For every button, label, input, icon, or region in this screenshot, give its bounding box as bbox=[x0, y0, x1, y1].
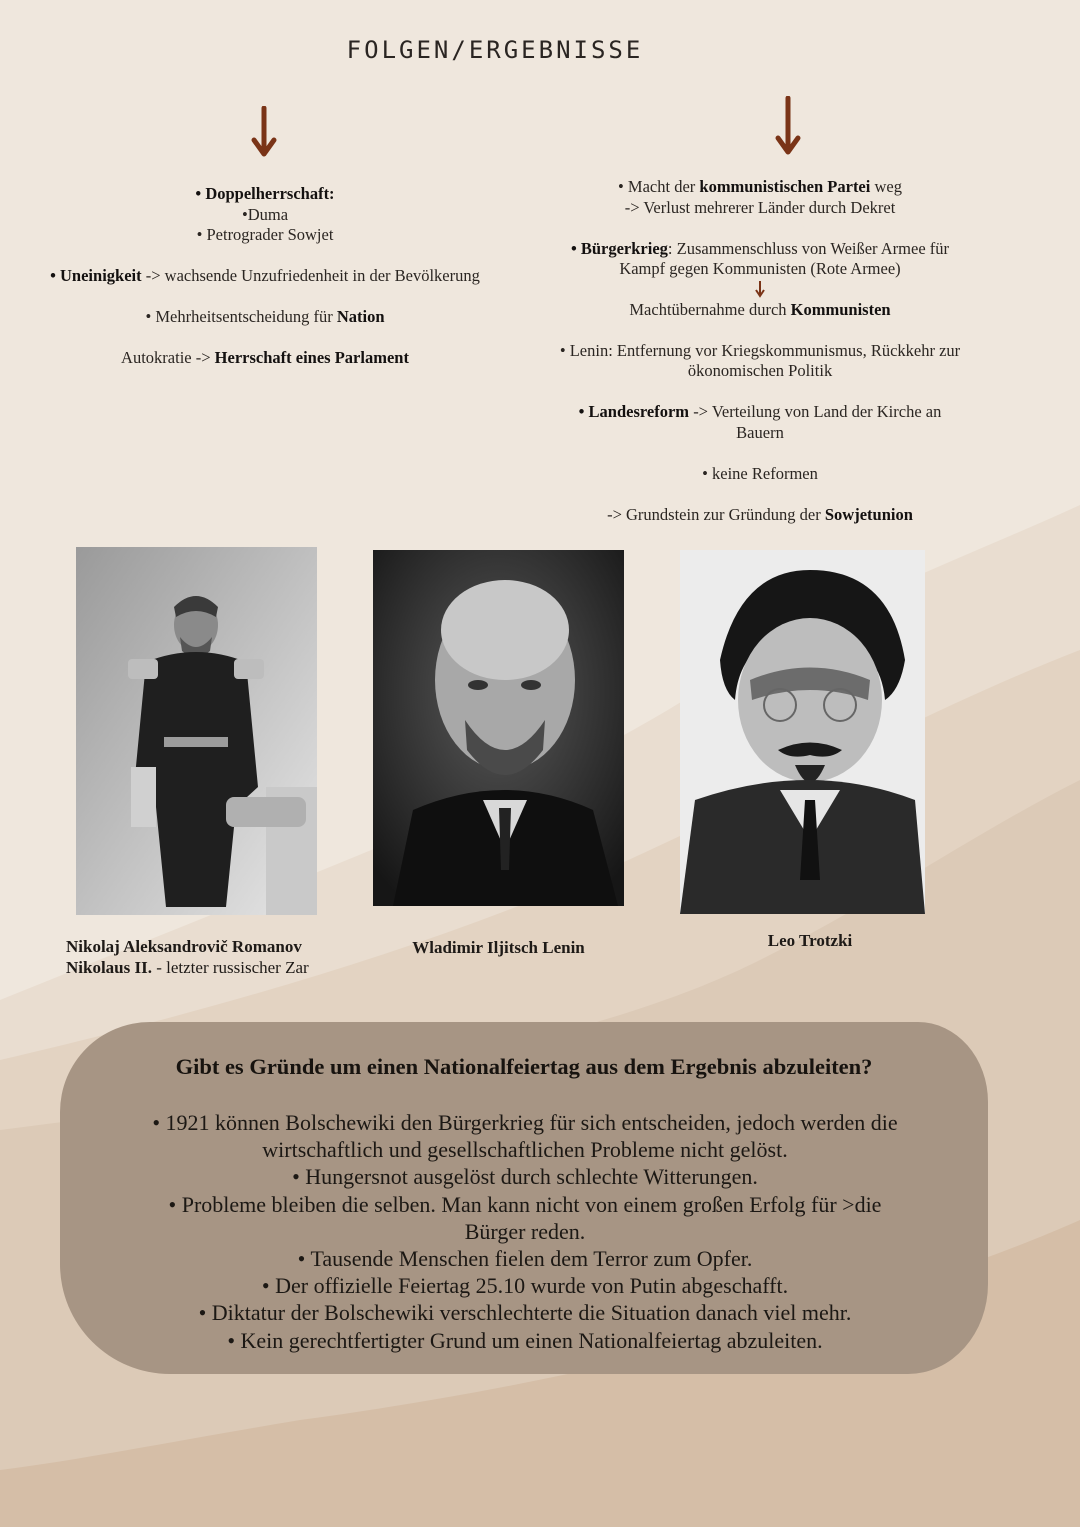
portrait-trotzki bbox=[680, 550, 925, 914]
caption-nikolaus-name: Nikolaj Aleksandrovič Romanov bbox=[66, 937, 302, 956]
sowjet-item: • Petrograder Sowjet bbox=[196, 225, 334, 244]
answer-item-3-line2: Bürger reden. bbox=[464, 1218, 586, 1244]
landesreform-line2: Bauern bbox=[736, 422, 784, 442]
doppelherrschaft-heading: • Doppelherrschaft: bbox=[195, 184, 335, 203]
page-title: FOLGEN/ERGEBNISSE bbox=[346, 36, 644, 64]
answer-item-3: • Probleme bleiben die selben. Man kann nicht von einem großen Erfolg für >die bbox=[168, 1191, 882, 1217]
landesreform-item: • Landesreform -> Verteilung von Land der Kirche an bbox=[578, 402, 942, 421]
machtuebernahme-item: Machtübernahme durch Kommunisten bbox=[629, 299, 891, 319]
small-arrow-icon bbox=[530, 280, 990, 300]
keine-reformen-item: • keine Reformen bbox=[702, 463, 818, 483]
uneinigkeit-item: • Uneinigkeit -> wachsende Unzufriedenheit in der Bevölkerung bbox=[50, 266, 480, 285]
mehrheit-item: • Mehrheitsentscheidung für Nation bbox=[145, 307, 385, 326]
left-column bbox=[20, 184, 510, 369]
arrow-down-right-icon bbox=[774, 96, 802, 158]
autokratie-item: Autokratie -> Herrschaft eines Parlament bbox=[121, 348, 409, 367]
portrait-lenin bbox=[373, 550, 624, 906]
question-answer-list bbox=[100, 1109, 950, 1354]
buergerkrieg-item: • Bürgerkrieg: Zusammenschluss von Weißer Armee für bbox=[570, 238, 950, 258]
answer-item-4: • Tausende Menschen fielen dem Terror zum Opfer. bbox=[297, 1246, 753, 1272]
caption-lenin: Wladimir Iljitsch Lenin bbox=[412, 938, 585, 957]
answer-item-6: • Diktatur der Bolschewiki verschlechterte die Situation danach viel mehr. bbox=[198, 1300, 852, 1326]
answer-item-7: • Kein gerechtfertigter Grund um einen Nationalfeiertag abzuleiten. bbox=[227, 1327, 823, 1353]
lenin-item: • Lenin: Entfernung vor Kriegskommunismus, Rückkehr zur bbox=[559, 340, 961, 360]
answer-item-1-line2: wirtschaftlich und gesellschaftlichen Probleme nicht gelöst. bbox=[262, 1137, 788, 1163]
arrow-down-left-icon bbox=[250, 106, 278, 160]
macht-item: • Macht der kommunistischen Partei weg bbox=[618, 177, 902, 196]
answer-item-1: • 1921 können Bolschewiki den Bürgerkrieg für sich entscheiden, jedoch werden die bbox=[152, 1110, 898, 1135]
question-title: Gibt es Gründe um einen Nationalfeiertag aus dem Ergebnis abzuleiten? bbox=[175, 1054, 873, 1079]
caption-nikolaus bbox=[66, 936, 366, 978]
answer-item-5: • Der offizielle Feiertag 25.10 wurde von Putin abgeschafft. bbox=[261, 1273, 789, 1299]
buergerkrieg-line2: Kampf gegen Kommunisten (Rote Armee) bbox=[619, 259, 901, 278]
right-column bbox=[530, 177, 990, 525]
answer-item-2: • Hungersnot ausgelöst durch schlechte Witterungen. bbox=[292, 1164, 758, 1190]
duma-item: •Duma bbox=[241, 204, 289, 224]
lenin-line2: ökonomischen Politik bbox=[687, 361, 833, 380]
caption-trotzki: Leo Trotzki bbox=[767, 931, 853, 950]
verlust-item: -> Verlust mehrerer Länder durch Dekret bbox=[624, 197, 896, 217]
caption-nikolaus-title: Nikolaus II. - letzter russischer Zar bbox=[66, 958, 309, 977]
grundstein-item: -> Grundstein zur Gründung der Sowjetunion bbox=[607, 504, 913, 524]
portrait-nikolaus bbox=[76, 547, 317, 915]
